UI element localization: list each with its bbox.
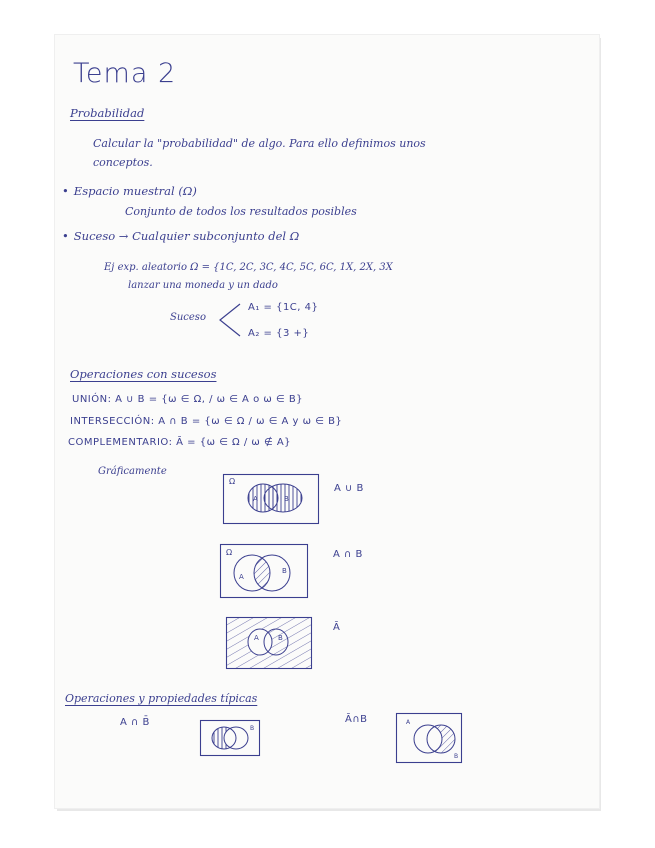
suceso-a2: A₂ = {3 +}: [248, 328, 310, 339]
espacio-muestral-label: • Espacio muestral (Ω): [62, 184, 197, 198]
venn-complement-b: B: [278, 634, 283, 642]
venn-intersection-label: A ∩ B: [333, 549, 363, 560]
venn-union-omega: Ω: [229, 477, 236, 486]
page-title: Tema 2: [73, 58, 177, 89]
interseccion-definition: INTERSECCIÓN: A ∩ B = {ω ∈ Ω / ω ∈ A y ω ∈ B}: [70, 416, 343, 427]
venn-complement-label: Ā: [333, 622, 341, 633]
suceso-brace: [216, 300, 246, 340]
complementario-definition: COMPLEMENTARIO: Ā = {ω ∈ Ω / ω ∉ A}: [68, 437, 292, 448]
venn-union-label: A ∪ B: [334, 483, 364, 494]
venn-b-minus-a-diagram: [396, 713, 462, 763]
section-heading-propiedades: Operaciones y propiedades típicas: [65, 692, 258, 705]
venn-union-diagram: [223, 474, 319, 524]
a-intersect-notb-label: A ∩ B̄: [120, 717, 150, 728]
union-definition: UNIÓN: A ∪ B = {ω ∈ Ω, / ω ∈ A o ω ∈ B}: [72, 394, 304, 405]
suceso-word: Suceso: [170, 312, 206, 323]
intro-text-line1: Calcular la "probabilidad" de algo. Para ello definimos unos: [93, 137, 426, 150]
intro-text-line2: conceptos.: [93, 156, 153, 169]
venn-union-a: A: [253, 495, 258, 503]
venn-intersection-a: A: [239, 573, 244, 581]
suceso-a1: A₁ = {1C, 4}: [248, 302, 319, 313]
venn-complement-a: A: [254, 634, 259, 642]
venn-intersection-omega: Ω: [226, 548, 233, 557]
venn-complement-diagram: [226, 617, 312, 669]
venn-a-minus-b-diagram: [200, 720, 260, 756]
section-heading-operaciones: Operaciones con sucesos: [70, 367, 217, 381]
graficamente-label: Gráficamente: [98, 466, 167, 477]
suceso-label: • Suceso → Cualquier subconjunto del Ω: [62, 229, 299, 243]
venn-b-minus-a-a: A: [406, 719, 411, 726]
venn-intersection-b: B: [282, 567, 287, 575]
venn-a-minus-b-b: B: [250, 725, 255, 732]
suceso-example-line1: Ej exp. aleatorio Ω = {1C, 2C, 3C, 4C, 5C, 6C, 1X, 2X, 3X: [104, 262, 393, 273]
venn-b-minus-a-b: B: [454, 753, 459, 760]
venn-union-b: B: [284, 495, 289, 503]
section-heading-probabilidad: Probabilidad: [70, 106, 145, 120]
nota-intersect-b-label: Ā∩B: [345, 714, 368, 725]
suceso-example-line2: lanzar una moneda y un dado: [128, 280, 278, 291]
espacio-muestral-definition: Conjunto de todos los resultados posibles: [125, 205, 357, 218]
venn-intersection-diagram: [220, 544, 308, 598]
